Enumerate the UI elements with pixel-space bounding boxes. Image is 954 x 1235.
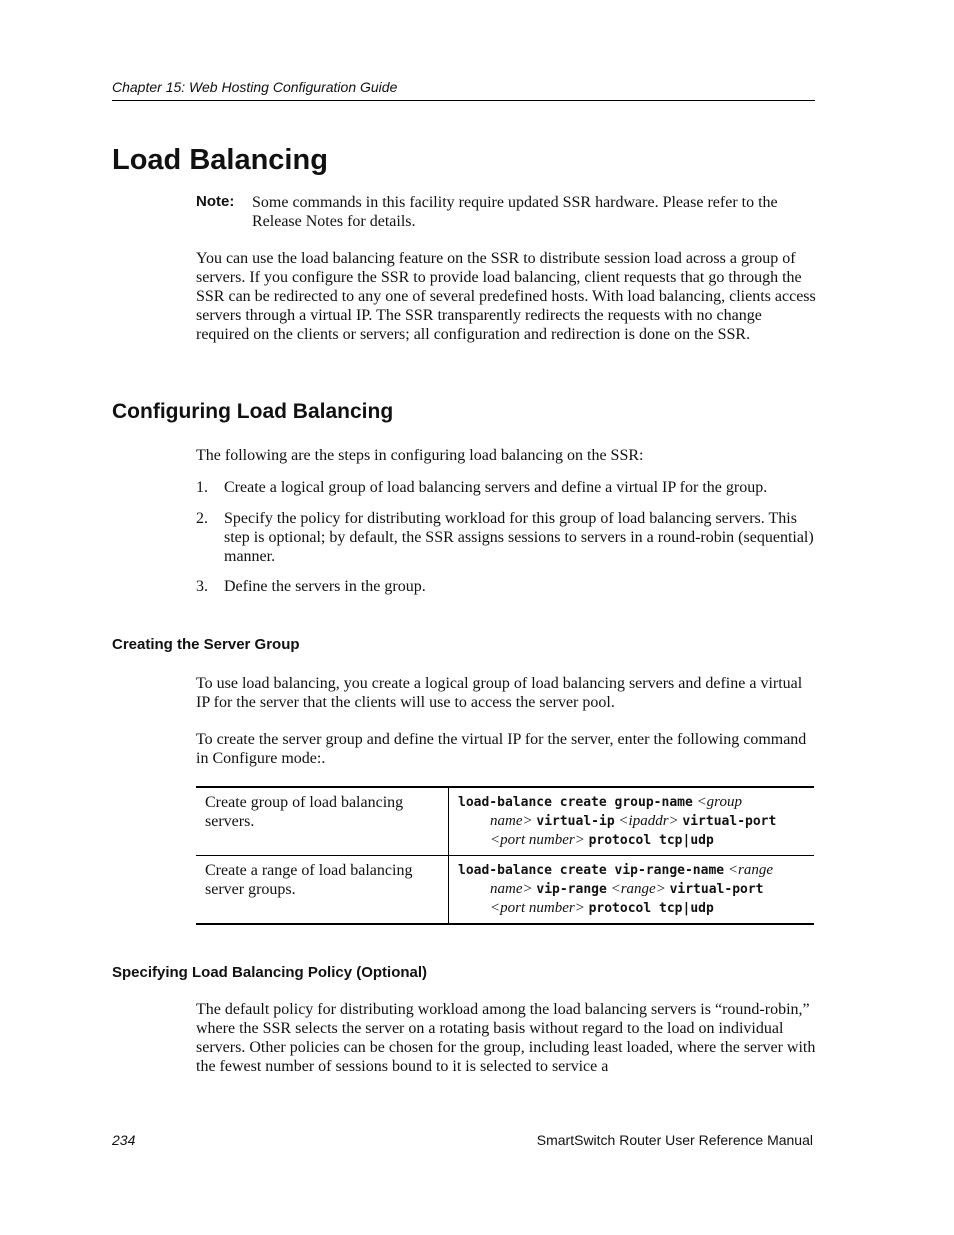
table-row-description: Create a range of load balancing server groups. bbox=[205, 862, 413, 898]
command-argument: <port number> bbox=[490, 832, 585, 848]
policy-paragraph: The default policy for distributing workload among the load balancing servers is “round-robin,” where the SSR selects the server on a rotating basis without regard to the load on individual servers. Other policies can be chosen for the group, including least loaded, where the server with the fewest number of sessions bound to it is selected to service a bbox=[196, 1001, 816, 1075]
command-argument: <ipaddr> bbox=[618, 813, 679, 829]
note-text: Some commands in this facility require updated SSR hardware. Please refer to the Release Notes for details. bbox=[252, 194, 778, 230]
command-argument: <port number> bbox=[490, 900, 585, 916]
running-header: Chapter 15: Web Hosting Configuration Guide bbox=[112, 79, 398, 95]
step-number: 2. bbox=[196, 510, 208, 527]
table-top-rule bbox=[196, 786, 814, 788]
section-heading-configuring: Configuring Load Balancing bbox=[112, 400, 394, 423]
server-group-instruction: To create the server group and define the virtual IP for the server, enter the following command in Configure mode:. bbox=[196, 731, 807, 767]
command-argument: name> bbox=[490, 813, 533, 829]
table-row-command bbox=[458, 861, 810, 918]
server-group-paragraph: To use load balancing, you create a logical group of load balancing servers and define a virtual IP for the server that the clients will use to access the server pool. bbox=[196, 675, 803, 711]
command-keyword: protocol tcp|udp bbox=[588, 901, 714, 916]
subheading-policy: Specifying Load Balancing Policy (Optional) bbox=[112, 964, 428, 981]
table-row-command bbox=[458, 793, 810, 850]
step-number: 1. bbox=[196, 479, 208, 496]
page-number: 234 bbox=[112, 1132, 136, 1148]
command-keyword: protocol tcp|udp bbox=[588, 833, 714, 848]
note-label: Note: bbox=[196, 193, 235, 210]
step-number: 3. bbox=[196, 578, 208, 595]
command-argument: <group bbox=[696, 794, 742, 810]
page-title: Load Balancing bbox=[112, 144, 328, 176]
table-column-divider bbox=[448, 788, 449, 924]
table-row-description: Create group of load balancing servers. bbox=[205, 794, 404, 830]
table-row-divider bbox=[196, 855, 814, 856]
table-bottom-rule bbox=[196, 923, 814, 925]
command-keyword: virtual-port bbox=[682, 814, 777, 829]
command-argument: <range> bbox=[610, 881, 666, 897]
command-keyword: virtual-port bbox=[669, 882, 764, 897]
manual-title: SmartSwitch Router User Reference Manual bbox=[536, 1132, 813, 1148]
step-text: Specify the policy for distributing workload for this group of load balancing servers. This step is optional; by default, the SSR assigns sessions to servers in a round-robin (sequential) manner. bbox=[224, 510, 814, 565]
command-keyword: vip-range bbox=[536, 882, 607, 897]
header-rule bbox=[112, 100, 815, 101]
command-argument: name> bbox=[490, 881, 533, 897]
configuring-lead: The following are the steps in configuring load balancing on the SSR: bbox=[196, 447, 644, 464]
command-keyword: load-balance create vip-range-name bbox=[458, 863, 725, 878]
step-text: Define the servers in the group. bbox=[224, 578, 426, 595]
command-keyword: virtual-ip bbox=[536, 814, 615, 829]
command-keyword: load-balance create group-name bbox=[458, 795, 693, 810]
step-text: Create a logical group of load balancing servers and define a virtual IP for the group. bbox=[224, 479, 768, 496]
intro-paragraph: You can use the load balancing feature on the SSR to distribute session load across a group of servers. If you configure the SSR to provide load balancing, client requests that go through the SSR can be redirected to any one of several predefined hosts. With load balancing, clients access servers through a virtual IP. The SSR transparently redirects the requests with no change required on the clients or servers; all configuration and redirection is done on the SSR. bbox=[196, 250, 816, 343]
subheading-server-group: Creating the Server Group bbox=[112, 636, 300, 653]
command-argument: <range bbox=[727, 862, 773, 878]
